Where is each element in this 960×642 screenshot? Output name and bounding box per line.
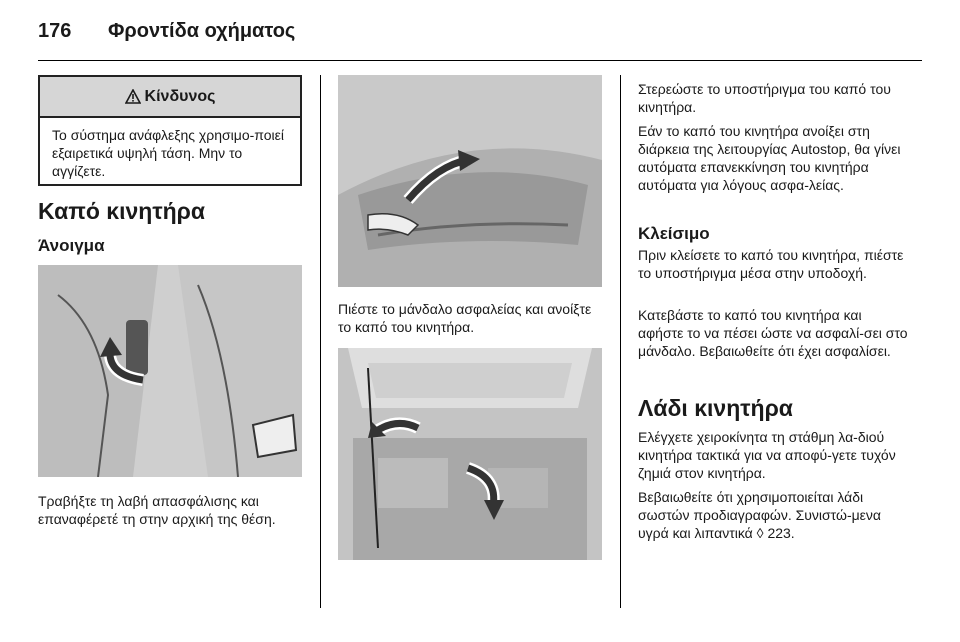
opening-step-3: Στερεώστε το υποστήριγμα του καπό του κινητήρα. <box>638 81 891 115</box>
danger-box <box>38 75 302 186</box>
opening-step-1: Τραβήξτε τη λαβή απασφάλισης και επαναφέρετέ τη στην αρχική της θέση. <box>38 493 276 527</box>
column-divider <box>620 75 621 608</box>
hood-release-lever-illustration <box>38 265 302 477</box>
warning-triangle-icon <box>125 89 141 104</box>
closing-subtitle: Κλείσιμο <box>638 224 710 243</box>
page-number: 176 <box>38 20 72 42</box>
danger-text: Το σύστημα ανάφλεξης χρησιμο-ποιεί εξαιρετικά υψηλή τάση. Μην το αγγίζετε. <box>52 127 284 179</box>
safety-catch-illustration <box>338 75 602 287</box>
closing-step-1: Πριν κλείσετε το καπό του κινητήρα, πιέστε το υποστήριγμα μέσα στην υποδοχή. <box>638 247 904 281</box>
hood-section-title: Καπό κινητήρα <box>38 198 206 224</box>
hood-stay-illustration <box>338 348 602 560</box>
oil-paragraph-1: Ελέγχετε χειροκίνητα τη στάθμη λα-διού κινητήρα τακτικά για να αποφύ-γετε τυχόν ζημιά στον κινητήρα. <box>638 429 896 481</box>
danger-label: Κίνδυνος <box>144 87 216 105</box>
oil-section-title: Λάδι κινητήρα <box>638 395 793 421</box>
header-rule <box>38 60 922 61</box>
opening-subtitle: Άνοιγμα <box>38 236 105 255</box>
danger-header <box>40 77 300 118</box>
page-header-title: Φροντίδα οχήματος <box>108 20 296 42</box>
opening-step-2: Πιέστε το μάνδαλο ασφαλείας και ανοίξτε το καπό του κινητήρα. <box>338 301 592 335</box>
closing-step-2: Κατεβάστε το καπό του κινητήρα και αφήστε το να πέσει ώστε να ασφαλί-σει στο μάνδαλο. Βεβαιωθείτε ότι έχει ασφαλίσει. <box>638 307 908 359</box>
autostop-note: Εάν το καπό του κινητήρα ανοίξει στη διάρκεια της λειτουργίας Autostop, θα γίνει αυτόματα επανεκκίνηση του κινητήρα αυτόματα για λόγους ασφα-λείας. <box>638 123 901 193</box>
column-divider <box>320 75 321 608</box>
oil-paragraph-2: Βεβαιωθείτε ότι χρησιμοποιείται λάδι σωστών προδιαγραφών. Συνιστώ-μενα υγρά και λιπαντικά ◊ 223. <box>638 489 882 541</box>
